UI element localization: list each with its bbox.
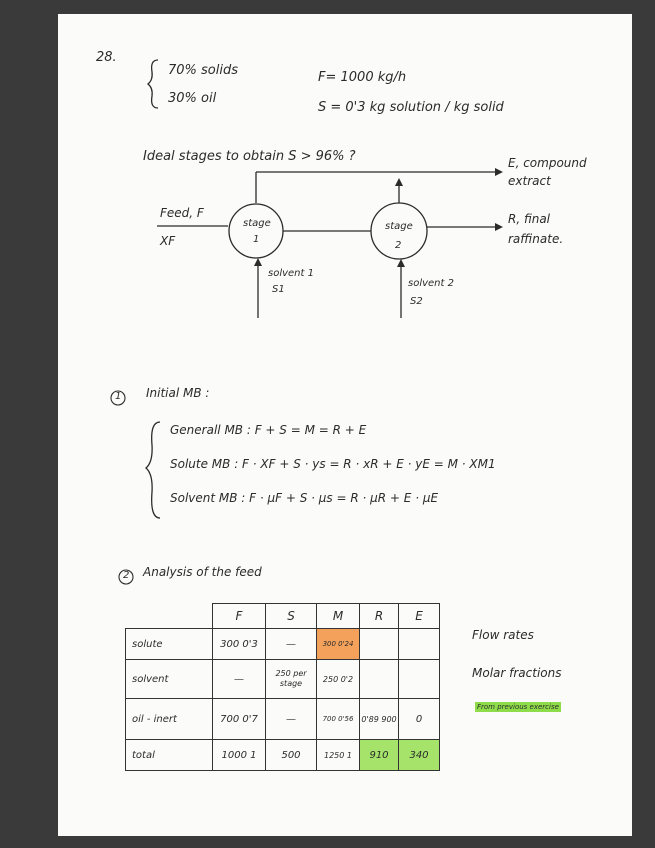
solvent2-arrow (397, 259, 405, 267)
row-label: solute (126, 629, 213, 660)
table-cell: — (266, 699, 317, 740)
row-label: solvent (126, 660, 213, 699)
stage1-number: 1 (253, 234, 260, 245)
flow-rates-note: Flow rates (472, 628, 534, 642)
table-cell: 1250 1 (317, 740, 360, 771)
table-cell (399, 629, 440, 660)
section2-title: Analysis of the feed (143, 565, 262, 579)
molar-fractions-note: Molar fractions (472, 666, 562, 680)
solvent1-label: solvent 1 (268, 268, 314, 279)
col-header: R (360, 604, 399, 629)
xf-label: XF (160, 234, 176, 248)
feed-label: Feed, F (160, 206, 204, 220)
table-header-row (126, 604, 440, 629)
previous-exercise-note: From previous exercise (477, 703, 559, 711)
col-header: F (213, 604, 266, 629)
feed-rate: F= 1000 kg/h (318, 70, 407, 85)
table-cell: 1000 1 (213, 740, 266, 771)
table-cell: 0'89 900 (360, 699, 399, 740)
header-brace (148, 60, 158, 108)
mb-brace (146, 422, 160, 518)
raffinate-label: R, final (508, 212, 551, 226)
problem-number: 28. (96, 50, 117, 65)
solvent-mb: Solvent MB : F · μF + S · μs = R · μR + E · μE (170, 491, 439, 505)
solids-fraction: 70% solids (168, 63, 239, 78)
table-corner (126, 604, 213, 629)
table-cell: 700 0'56 (317, 699, 360, 740)
table-cell: 300 0'3 (213, 629, 266, 660)
extract-arrow (495, 168, 503, 176)
question: Ideal stages to obtain S > 96% ? (143, 149, 356, 164)
stage2-up-arrow (395, 178, 403, 186)
stage1-label: stage (243, 218, 271, 229)
table-cell: 910 (360, 740, 399, 771)
col-header: S (266, 604, 317, 629)
extract-label-2: extract (508, 174, 551, 188)
table-cell: 300 0'24 (317, 629, 360, 660)
raffinate-arrow (495, 223, 503, 231)
stage2-number: 2 (395, 240, 402, 251)
solvent1-arrow (254, 258, 262, 266)
solvent2-label: solvent 2 (408, 278, 454, 289)
table-row (126, 660, 440, 699)
table-cell: 500 (266, 740, 317, 771)
col-header: M (317, 604, 360, 629)
table-cell: — (266, 629, 317, 660)
table-cell: — (213, 660, 266, 699)
table-cell: 700 0'7 (213, 699, 266, 740)
extract-label: E, compound (508, 156, 587, 170)
table-row (126, 629, 440, 660)
section1-number: 1 (115, 391, 122, 402)
col-header: E (399, 604, 440, 629)
row-label: oil - inert (126, 699, 213, 740)
oil-fraction: 30% oil (168, 91, 217, 106)
solvent1-symbol: S1 (272, 284, 285, 295)
general-mb: Generall MB : F + S = M = R + E (170, 423, 367, 437)
table-row (126, 699, 440, 740)
section1-title: Initial MB : (146, 386, 210, 400)
table-cell (399, 660, 440, 699)
table-cell: 250 per stage (266, 660, 317, 699)
solute-mb: Solute MB : F · XF + S · ys = R · xR + E · yE = M · XM1 (170, 457, 496, 471)
stage2-label: stage (385, 221, 413, 232)
solvent2-symbol: S2 (410, 296, 423, 307)
stage1-circle (229, 204, 283, 258)
solvent-ratio: S = 0'3 kg solution / kg solid (318, 100, 504, 115)
table-cell (360, 660, 399, 699)
table-cell: 340 (399, 740, 440, 771)
table-cell (360, 629, 399, 660)
table-cell: 0 (399, 699, 440, 740)
raffinate-label-2: raffinate. (508, 232, 564, 246)
table-row (126, 740, 440, 771)
table-cell: 250 0'2 (317, 660, 360, 699)
row-label: total (126, 740, 213, 771)
section2-number: 2 (123, 570, 130, 581)
mass-balance-table (125, 603, 440, 771)
